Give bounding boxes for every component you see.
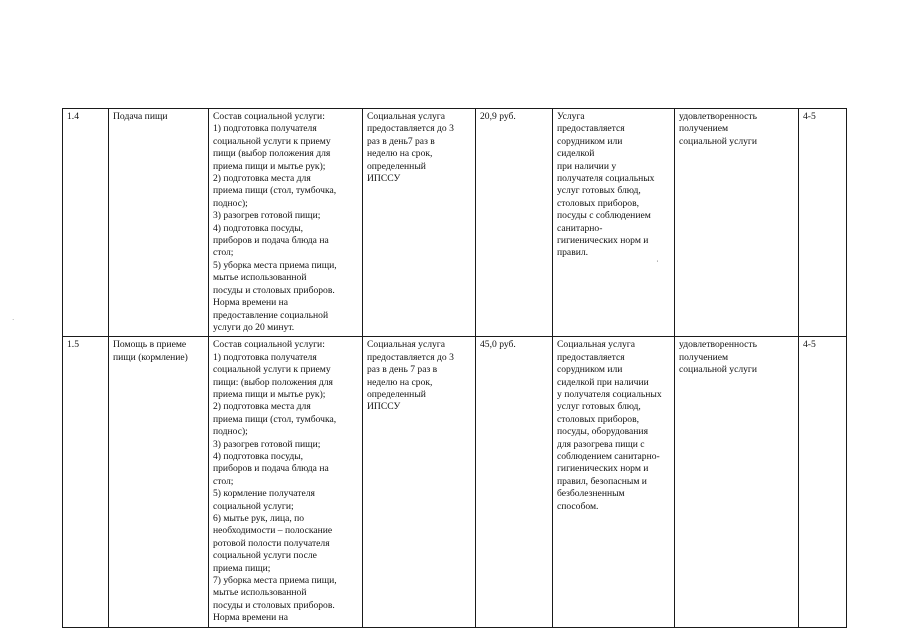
margin-dot: · bbox=[12, 316, 15, 324]
quality-indicators: удовлетворенность получением социальной услуги bbox=[675, 337, 799, 627]
service-frequency: Социальная услуга предоставляется до 3 раз в день 7 раз в неделю на срок, определенный ИПССУ bbox=[363, 337, 476, 627]
scan-artifact-mark: ˙ bbox=[656, 259, 659, 268]
service-name: Помощь в приеме пищи (кормление) bbox=[109, 337, 209, 627]
quality-indicators: удовлетворенность получением социальной услуги bbox=[675, 109, 799, 337]
row-number: 1.4 bbox=[63, 109, 109, 337]
table-row bbox=[63, 109, 847, 337]
score: 4-5 bbox=[799, 109, 847, 337]
score: 4-5 bbox=[799, 337, 847, 627]
service-price: 20,9 руб. bbox=[476, 109, 553, 337]
service-name: Подача пищи bbox=[109, 109, 209, 337]
services-table bbox=[62, 108, 847, 628]
service-content: Состав социальной услуги: 1) подготовка получателя социальной услуги к приему пищи (выбор положения для приема пищи и мытье рук); 2) подготовка места для приема пищи (стол, тумбочка, поднос); 3) разогрев готовой пищи; 4) подготовка посуды, приборов и подача блюда на стол; 5) уборка места приема пищи, мытье использованной посуды и столовых приборов. Норма времени на предоставление социальной услуги до 20 минут. bbox=[209, 109, 363, 337]
service-frequency: Социальная услуга предоставляется до 3 раз в день7 раз в неделю на срок, определенный ИПССУ bbox=[363, 109, 476, 337]
service-conditions: Услуга предоставляется сорудником или сиделкой при наличии у получателя социальных услуг готовых блюд, столовых приборов, посуды с соблюдением санитарно- гигиенических норм и правил. bbox=[553, 109, 675, 337]
row-number: 1.5 bbox=[63, 337, 109, 627]
table-row bbox=[63, 337, 847, 627]
service-price: 45,0 руб. bbox=[476, 337, 553, 627]
service-content: Состав социальной услуги: 1) подготовка получателя социальной услуги к приему пищи: (выбор положения для приема пищи и мытье рук); 2) подготовка места для приема пищи (стол, тумбочка, поднос); 3) разогрев готовой пищи; 4) подготовка посуды, приборов и подача блюда на стол; 5) кормление получателя социальной услуги; 6) мытье рук, лица, по необходимости – полоскание ротовой полости получателя социальной услуги после приема пищи; 7) уборка места приема пищи, мытье использованной посуды и столовых приборов. Норма времени на bbox=[209, 337, 363, 627]
service-conditions: Социальная услуга предоставляется сорудником или сиделкой при наличии у получателя социальных услуг готовых блюд, столовых приборов, посуды, оборудования для разогрева пищи с соблюдением санитарно- гигиенических норм и правил, безопасным и безболезненным способом. bbox=[553, 337, 675, 627]
